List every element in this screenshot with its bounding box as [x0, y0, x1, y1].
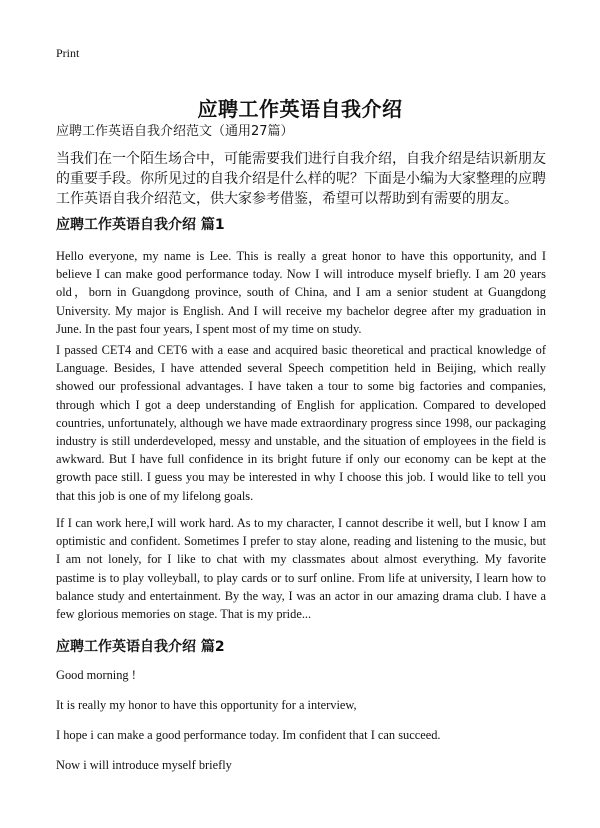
- section-2-line-4: Now i will introduce myself briefly: [56, 758, 232, 772]
- section-2-line-3: I hope i can make a good performance today. Im confident that I can succeed.: [56, 728, 441, 742]
- print-link[interactable]: Print: [56, 46, 80, 60]
- section-2-line-2: It is really my honor to have this opportunity for a interview,: [56, 698, 357, 712]
- intro-paragraph: 当我们在一个陌生场合中，可能需要我们进行自我介绍，自我介绍是结识新朋友的重要手段。你所见过的自我介绍是什么样的呢？下面是小编为大家整理的应聘工作英语自我介绍范文，供大家参考借鉴，希望可以帮助到有需要的朋友。: [56, 151, 546, 207]
- section-1-paragraph-2: I passed CET4 and CET6 with a ease and acquired basic theoretical and practical knowledge of Language. Besides, I have attended several Speech competition held in Beijing, which really showed our professional advantages. I have taken a tour to some big factories and companies, through which I got a deep understanding of English for application. Compared to developed countries, unfortunately, although we have made extraordinary progress since 1998, our packaging industry is still underdeveloped, messy and unstable, and the situation of employees in the field is awkward. But I have full confidence in its bright future if only our economy can be kept at the growth pace still. I guess you may be interested in why I choose this job. I would like to tell you that this job is one of my lifelong goals.: [56, 343, 546, 503]
- section-heading-1: 应聘工作英语自我介绍 篇1: [56, 217, 225, 233]
- section-heading-2: 应聘工作英语自我介绍 篇2: [56, 639, 225, 655]
- page-title: 应聘工作英语自我介绍: [197, 97, 403, 122]
- section-1-paragraph-1: Hello everyone, my name is Lee. This is really a great honor to have this opportunity, and I believe I can make good performance today. Now I will introduce myself briefly. I am 20 years old，born in Guangdong province, south of China, and I am a senior student at Guangdong University. My major is English. And I will receive my bachelor degree after my graduation in June. In the past four years, I spent most of my time on study.: [56, 249, 546, 336]
- section-1-paragraph-3: If I can work here,I will work hard. As to my character, I cannot describe it well, but I know I am optimistic and confident. Sometimes I prefer to stay alone, reading and listening to the music, but I am not lonely, for I like to chat with my classmates about almost everything. My favorite pastime is to play volleyball, to play cards or to surf online. From life at university, I learn how to balance study and entertainment. By the way, I was an actor in our amazing drama club. I have a few glorious memories on stage. That is my pride...: [56, 516, 546, 622]
- document-subtitle: 应聘工作英语自我介绍范文（通用27篇）: [56, 124, 294, 139]
- section-2-line-1: Good morning !: [56, 668, 136, 682]
